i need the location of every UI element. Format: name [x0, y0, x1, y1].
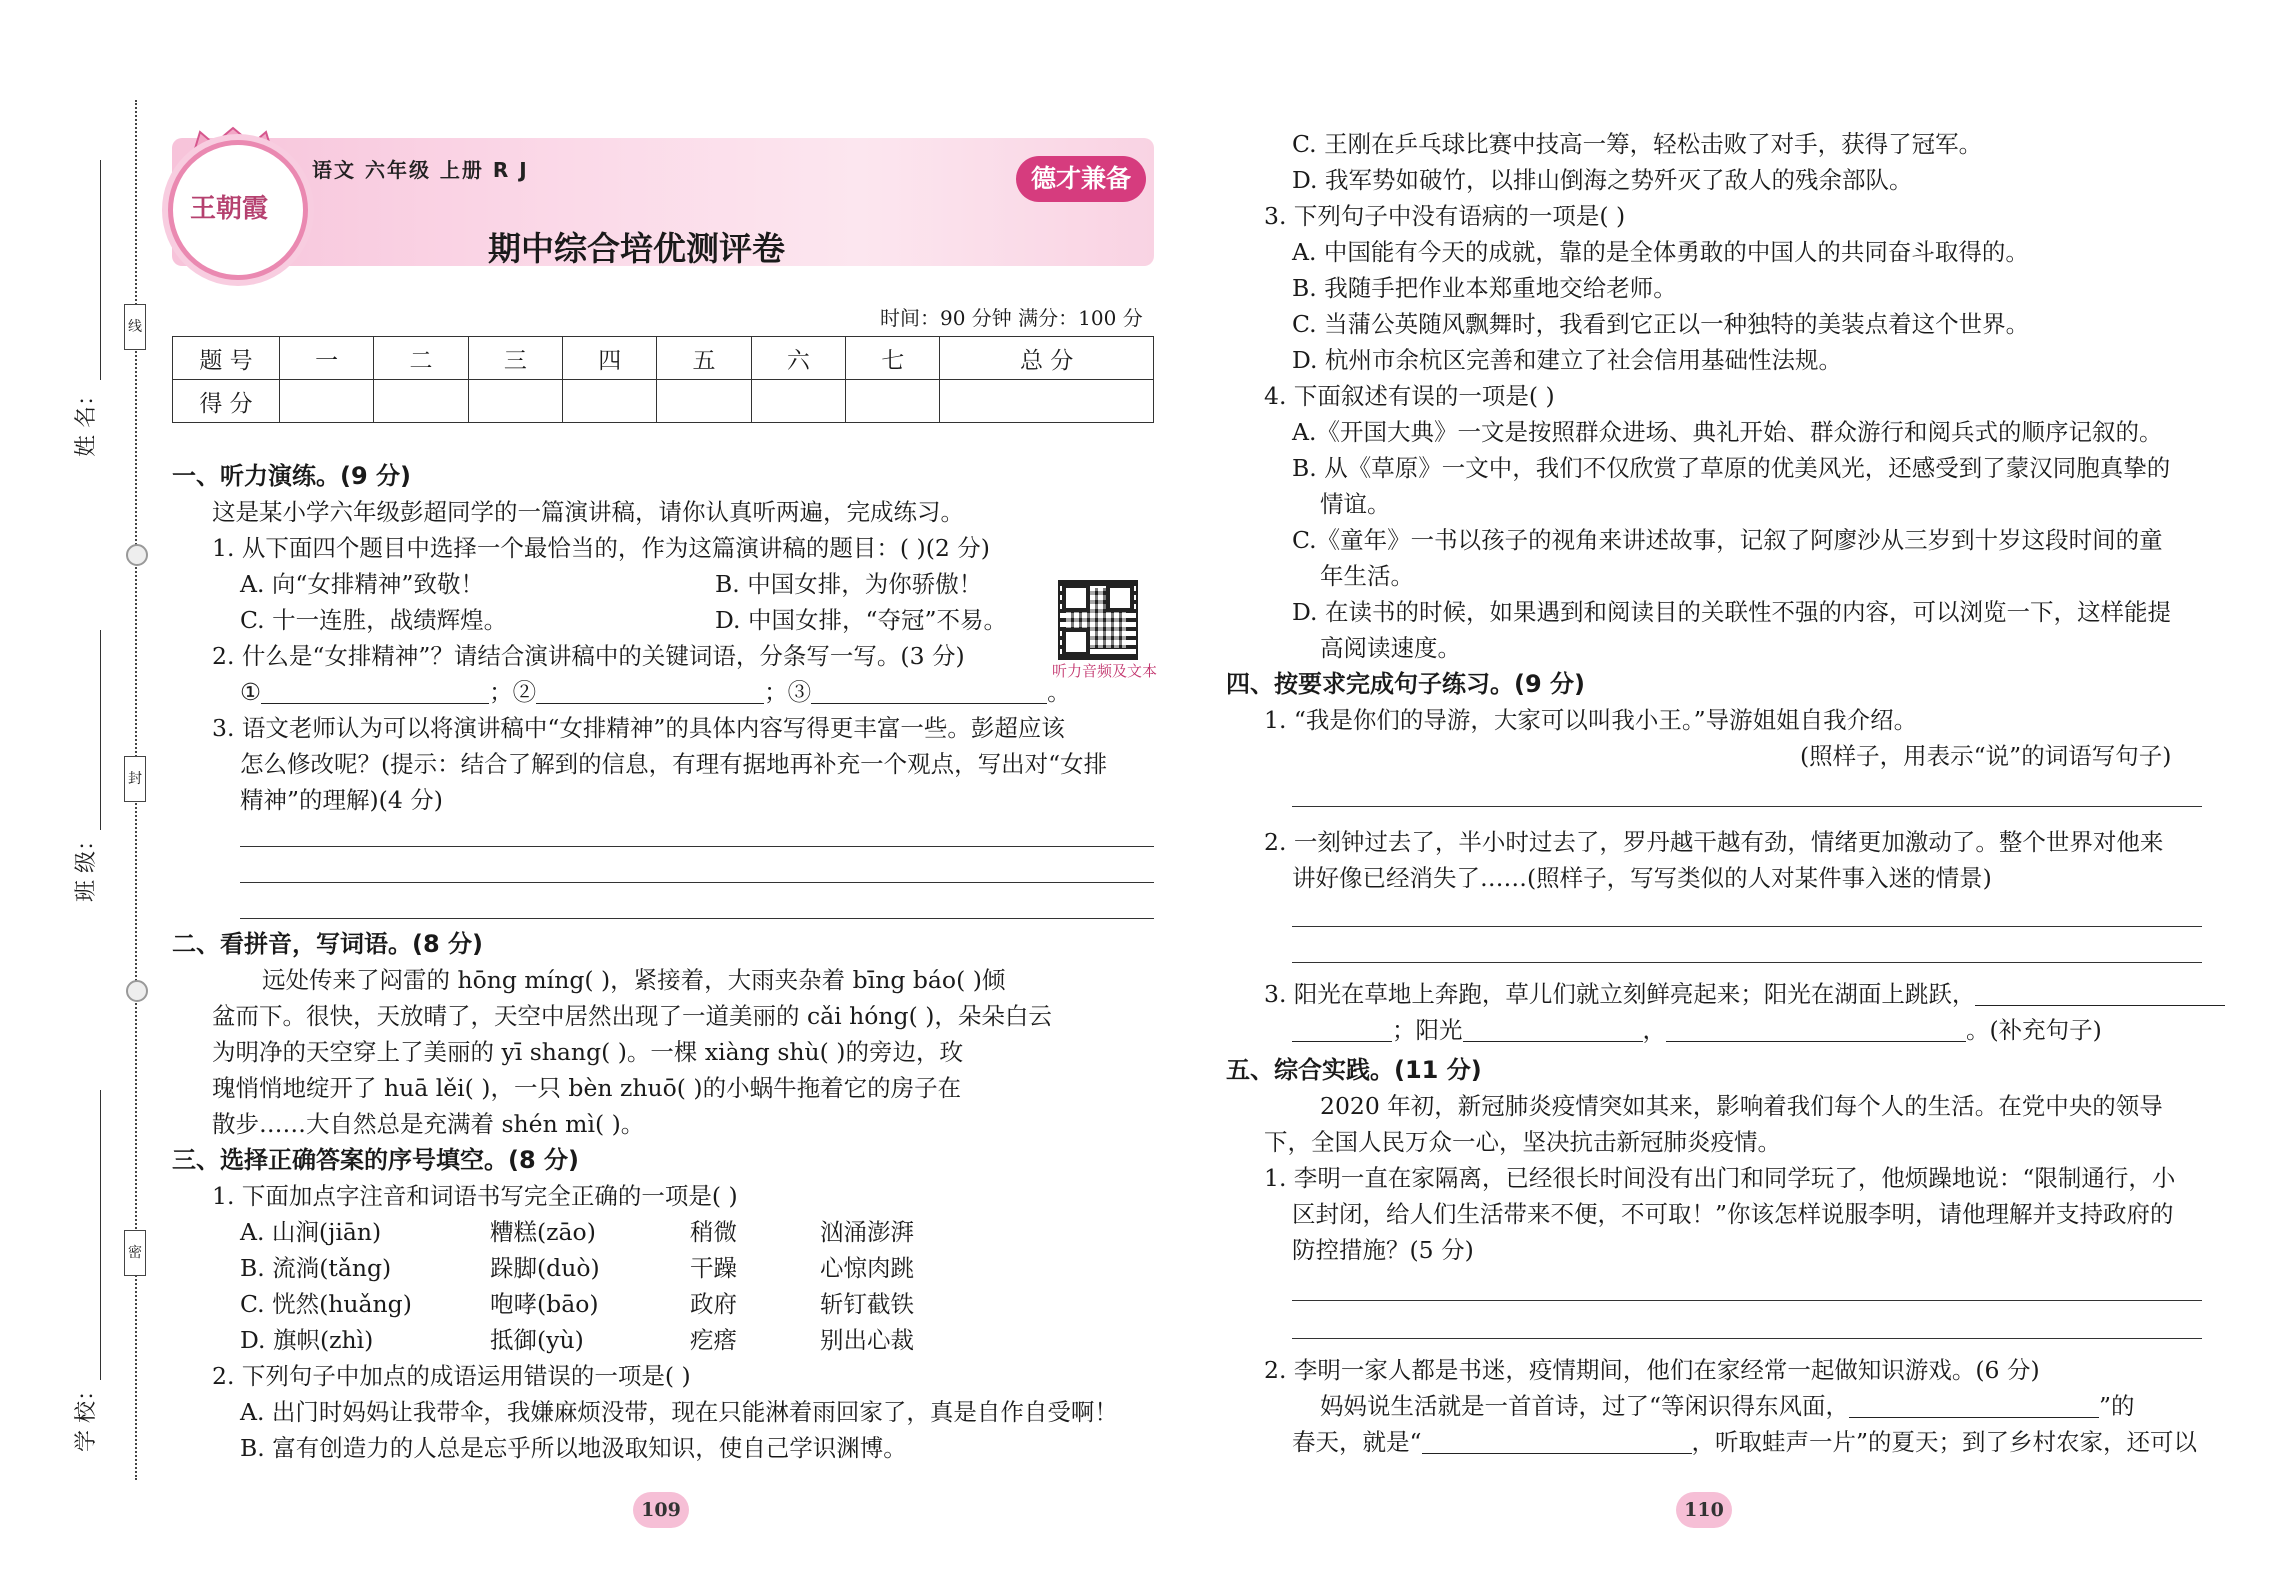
- name-label: 姓 名：: [74, 384, 99, 457]
- s4-q3-blank-4[interactable]: [1666, 1015, 1966, 1042]
- s4-q3-blank-1[interactable]: [1975, 979, 2225, 1006]
- s2-line3: 为明净的天空穿上了美丽的 yī shang( )。一棵 xiàng shù( )的旁边，玫: [212, 1038, 963, 1066]
- s5-q2-text4: ，听取蛙声一片”的夏天；到了乡村农家，还可以: [1691, 1428, 2198, 1456]
- s3-q1-row-d-3: 疙瘩: [690, 1326, 737, 1354]
- s4-q3-text4: 。(补充句子): [1966, 1016, 2102, 1044]
- section-2-title: 二、看拼音，写词语。(8 分): [172, 930, 483, 958]
- section-5-title: 五、综合实践。(11 分): [1226, 1056, 1482, 1084]
- s1-intro: 这是某小学六年级彭超同学的一篇演讲稿，请你认真听两遍，完成练习。: [212, 498, 964, 526]
- s3-q1-row-a-2: 糟糕(zāo): [490, 1218, 596, 1246]
- q2-mark-1: ①: [240, 678, 262, 706]
- s4-q2-answer-line[interactable]: [1292, 962, 2202, 963]
- score-cell: 三: [468, 337, 562, 380]
- qr-corner: [1106, 584, 1134, 612]
- s3-q1-row-b-1: B. 流淌(tǎng): [240, 1254, 392, 1282]
- s3-q1-row-c-3: 政府: [690, 1290, 737, 1318]
- qr-corner: [1062, 584, 1090, 612]
- binding-mark-secret: 密: [124, 1230, 146, 1276]
- school-label: 学 校：: [74, 1379, 99, 1452]
- s1-q1-option-c: C. 十一连胜，战绩辉煌。: [240, 606, 508, 634]
- r-q3: 3. 下列句子中没有语病的一项是( ): [1264, 202, 1626, 230]
- s5-para-1: 2020 年初，新冠肺炎疫情突如其来，影响着我们每个人的生活。在党中央的领导: [1320, 1092, 2163, 1120]
- page-number-left: 109: [633, 1492, 689, 1528]
- s4-q2-line2: 讲好像已经消失了……(照样子，写写类似的人对某件事入迷的情景): [1292, 864, 1992, 892]
- s3-q1: 1. 下面加点字注音和词语书写完全正确的一项是( ): [212, 1182, 738, 1210]
- s3-q1-row-d-2: 抵御(yù): [490, 1326, 584, 1354]
- time-info: 时间：90 分钟 满分：100 分: [880, 306, 1143, 330]
- s4-q3-line1: [1264, 976, 2225, 1012]
- score-input-cell[interactable]: [468, 380, 562, 423]
- s3-q1-row-a-4: 汹涌澎湃: [820, 1218, 914, 1246]
- score-cell: 总 分: [940, 337, 1154, 380]
- score-cell: 题 号: [173, 337, 280, 380]
- s3-q1-row-b-3: 干躁: [690, 1254, 737, 1282]
- r-q4-d2: 高阅读速度。: [1320, 634, 1461, 662]
- qr-label: 听力音频及文本: [1052, 662, 1158, 680]
- score-table-score-row: [173, 380, 1154, 423]
- s1-q1-option-b: B. 中国女排，为你骄傲！: [715, 570, 983, 598]
- s2-line5: 散步……大自然总是充满着 shén mì( )。: [212, 1110, 645, 1138]
- s4-q3-text3: ，: [1642, 1016, 1666, 1044]
- s4-q3-text2: ；阳光: [1392, 1016, 1463, 1044]
- binding-mark-line: 线: [124, 304, 146, 350]
- s5-q1-line2: 区封闭，给人们生活带来不便，不可取！”你该怎样说服李明，请他理解并支持政府的: [1292, 1200, 2174, 1228]
- r-q4-b1: B. 从《草原》一文中，我们不仅欣赏了草原的优美风光，还感受到了蒙汉同胞真挚的: [1292, 454, 2171, 482]
- s5-q2-text2: ”的: [2099, 1392, 2135, 1420]
- score-input-cell[interactable]: [751, 380, 845, 423]
- s1-q3-line3: 精神”的理解)(4 分): [240, 786, 443, 814]
- s4-q2-answer-line[interactable]: [1292, 926, 2202, 927]
- score-cell: 七: [846, 337, 940, 380]
- s3-q1-row-a-1: A. 山涧(jiān): [240, 1218, 382, 1246]
- binding-hole-top: [126, 544, 148, 566]
- s3-q1-row-a-3: 稍微: [690, 1218, 737, 1246]
- r-q4-b2: 情谊。: [1320, 490, 1391, 518]
- s1-q3-answer-line[interactable]: [240, 882, 1154, 883]
- header-subtitle: 语文 六年级 上册 R J: [312, 158, 529, 182]
- s1-q2-answers: [240, 674, 1071, 710]
- qr-corner: [1062, 628, 1090, 656]
- s4-q1-answer-line[interactable]: [1292, 806, 2202, 807]
- r-q3-d: D. 杭州市余杭区完善和建立了社会信用基础性法规。: [1292, 346, 1842, 374]
- r-q3-b: B. 我随手把作业本郑重地交给老师。: [1292, 274, 1677, 302]
- s3-q1-row-b-4: 心惊肉跳: [820, 1254, 914, 1282]
- s5-q1-line1: 1. 李明一直在家隔离，已经很长时间没有出门和同学玩了，他烦躁地说：“限制通行，小: [1264, 1164, 2176, 1192]
- s5-q2: 2. 李明一家人都是书迷，疫情期间，他们在家经常一起做知识游戏。(6 分): [1264, 1356, 2040, 1384]
- s3-q1-row-d-4: 别出心裁: [820, 1326, 914, 1354]
- s3-q2: 2. 下列句子中加点的成语运用错误的一项是( ): [212, 1362, 691, 1390]
- class-write-line: [100, 630, 101, 830]
- s3-q1-row-d-1: D. 旗帜(zhì): [240, 1326, 374, 1354]
- name-write-line: [100, 160, 101, 380]
- score-cell: 一: [280, 337, 374, 380]
- s4-q3-line2: [1292, 1012, 2102, 1048]
- q2-blank-3[interactable]: [811, 677, 1047, 704]
- q2-end: 。: [1047, 678, 1071, 706]
- brand-logo-text: 王朝霞: [190, 194, 269, 224]
- score-input-cell[interactable]: [940, 380, 1154, 423]
- s5-q2-line2: [1292, 1424, 2197, 1460]
- q2-blank-1[interactable]: [261, 677, 489, 704]
- s3-q1-row-c-1: C. 恍然(huǎng): [240, 1290, 412, 1318]
- s5-para-2: 下，全国人民万众一心，坚决抗击新冠肺炎疫情。: [1264, 1128, 1781, 1156]
- s4-q1-hint: (照样子，用表示“说”的词语写句子): [1800, 742, 2172, 770]
- s4-q3-blank-2[interactable]: [1292, 1015, 1392, 1042]
- binding-mark-seal: 封: [124, 756, 146, 802]
- s3-q1-row-b-2: 跺脚(duò): [490, 1254, 600, 1282]
- score-cell: 五: [657, 337, 751, 380]
- section-3-title: 三、选择正确答案的序号填空。(8 分): [172, 1146, 579, 1174]
- s1-q3-line2: 怎么修改呢？(提示：结合了解到的信息，有理有据地再补充一个观点，写出对“女排: [240, 750, 1108, 778]
- score-cell: 二: [374, 337, 468, 380]
- score-row-label: 得 分: [173, 380, 280, 423]
- score-input-cell[interactable]: [846, 380, 940, 423]
- s1-q1-option-a: A. 向“女排精神”致敬！: [240, 570, 484, 598]
- page-number-right: 110: [1676, 1492, 1732, 1528]
- binding-hole-bottom: [126, 980, 148, 1002]
- q2-mark-2: ；②: [489, 678, 537, 706]
- s5-q1-line3: 防控措施？(5 分): [1292, 1236, 1474, 1264]
- q2-mark-3: ；③: [764, 678, 812, 706]
- s5-q2-text3: 春天，就是“: [1292, 1428, 1422, 1456]
- r-q4-c2: 年生活。: [1320, 562, 1414, 590]
- class-label: 班 级：: [74, 829, 99, 902]
- s5-q1-answer-line[interactable]: [1292, 1338, 2202, 1339]
- score-input-cell[interactable]: [374, 380, 468, 423]
- school-write-line: [100, 1090, 101, 1380]
- s1-q3-answer-line[interactable]: [240, 918, 1154, 919]
- r-option-c: C. 王刚在乒乓球比赛中技高一筹，轻松击败了对手，获得了冠军。: [1292, 130, 1983, 158]
- s3-q1-row-c-4: 斩钉截铁: [820, 1290, 914, 1318]
- section-1-title: 一、听力演练。(9 分): [172, 462, 411, 490]
- s2-line1: 远处传来了闷雷的 hōng míng( )，紧接着，大雨夹杂着 bīng báo( )倾: [262, 966, 1006, 994]
- score-input-cell[interactable]: [563, 380, 657, 423]
- r-option-d: D. 我军势如破竹，以排山倒海之势歼灭了敌人的残余部队。: [1292, 166, 1913, 194]
- s5-q2-blank-2[interactable]: [1422, 1427, 1692, 1454]
- s2-line2: 盆而下。很快，天放晴了，天空中居然出现了一道美丽的 cǎi hóng( )，朵朵白云: [212, 1002, 1052, 1030]
- page-title: 期中综合培优测评卷: [488, 229, 785, 268]
- s4-q3-blank-3[interactable]: [1463, 1015, 1643, 1042]
- header-badge: 德才兼备: [1016, 156, 1146, 202]
- r-q4: 4. 下面叙述有误的一项是( ): [1264, 382, 1555, 410]
- s4-q3-text1: 3. 阳光在草地上奔跑，草儿们就立刻鲜亮起来；阳光在湖面上跳跃，: [1264, 980, 1976, 1008]
- score-input-cell[interactable]: [280, 380, 374, 423]
- s3-q2-option-b: B. 富有创造力的人总是忘乎所以地汲取知识，使自己学识渊博。: [240, 1434, 907, 1462]
- r-q4-c1: C.《童年》一书以孩子的视角来讲述故事，记叙了阿廖沙从三岁到十岁这段时间的童: [1292, 526, 2163, 554]
- s5-q1-answer-line[interactable]: [1292, 1300, 2202, 1301]
- s5-q2-blank-1[interactable]: [1849, 1391, 2099, 1418]
- s3-q1-row-c-2: 咆哮(bāo): [490, 1290, 599, 1318]
- s5-q2-text1: 妈妈说生活就是一首首诗，过了“等闲识得东风面，: [1320, 1392, 1850, 1420]
- s1-q3-answer-line[interactable]: [240, 846, 1154, 847]
- s1-q2: 2. 什么是“女排精神”？请结合演讲稿中的关键词语，分条写一写。(3 分): [212, 642, 965, 670]
- r-q4-d1: D. 在读书的时候，如果遇到和阅读目的关联性不强的内容，可以浏览一下，这样能提: [1292, 598, 2171, 626]
- score-table-header-row: [173, 337, 1154, 380]
- s3-q2-option-a: A. 出门时妈妈让我带伞，我嫌麻烦没带，现在只能淋着雨回家了，真是自作自受啊！: [240, 1398, 1118, 1426]
- s1-q3-line1: 3. 语文老师认为可以将演讲稿中“女排精神”的具体内容写得更丰富一些。彭超应该: [212, 714, 1065, 742]
- r-q3-a: A. 中国能有今天的成就，靠的是全体勇敢的中国人的共同奋斗取得的。: [1292, 238, 2029, 266]
- r-q4-a: A.《开国大典》一文是按照群众进场、典礼开始、群众游行和阅兵式的顺序记叙的。: [1292, 418, 2163, 446]
- s2-line4: 瑰悄悄地绽开了 huā lěi( )，一只 bèn zhuō( )的小蜗牛拖着它的房子在: [212, 1074, 962, 1102]
- s4-q2-line1: 2. 一刻钟过去了，半小时过去了，罗丹越干越有劲，情绪更加激动了。整个世界对他来: [1264, 828, 2164, 856]
- s1-q1: 1. 从下面四个题目中选择一个最恰当的，作为这篇演讲稿的题目：( )(2 分): [212, 534, 990, 562]
- section-4-title: 四、按要求完成句子练习。(9 分): [1226, 670, 1585, 698]
- q2-blank-2[interactable]: [536, 677, 764, 704]
- score-input-cell[interactable]: [657, 380, 751, 423]
- r-q3-c: C. 当蒲公英随风飘舞时，我看到它正以一种独特的美装点着这个世界。: [1292, 310, 2030, 338]
- s4-q1: 1. “我是你们的导游，大家可以叫我小王。”导游姐姐自我介绍。: [1264, 706, 1918, 734]
- score-cell: 四: [563, 337, 657, 380]
- score-cell: 六: [751, 337, 845, 380]
- s5-q2-line1: [1320, 1388, 2135, 1424]
- s1-q1-option-d: D. 中国女排，“夺冠”不易。: [715, 606, 1007, 634]
- score-table: [172, 336, 1154, 423]
